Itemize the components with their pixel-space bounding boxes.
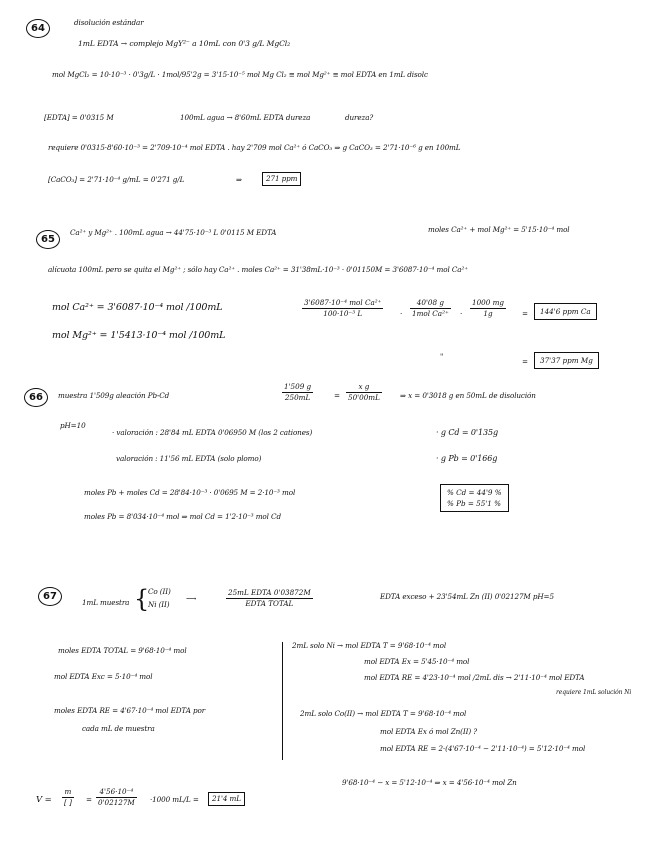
p66-line-5: moles Pb = 8'034·10⁻⁴ mol ⇒ mol Cd = 1'2·10⁻³ mol Cd bbox=[84, 512, 281, 521]
p66-fraction-2 bbox=[346, 382, 382, 403]
p65-fraction-2 bbox=[410, 298, 451, 319]
p66-line-3a: valoración : 11'56 mL EDTA (solo plomo) bbox=[116, 454, 262, 463]
p64-line-6a: [CaCO₃] = 2'71·10⁻⁴ g/mL = 0'271 g/L bbox=[48, 175, 185, 184]
p67-line-1c: Ni (II) bbox=[148, 600, 170, 609]
p65-line-2: alícuota 100mL pero se quita el Mg²⁺ ; sólo hay Ca²⁺ . moles Ca²⁺ = 31'38mL·10⁻³ · 0'01150M = 3'6087·10⁻⁴ mol Ca²⁺ bbox=[48, 265, 468, 274]
problem-number: 64 bbox=[26, 19, 50, 38]
edta-total-label: EDTA TOTAL bbox=[245, 599, 294, 608]
p66-line-2b: · valoración : 28'84 mL EDTA 0'06950 M (los 2 cationes) bbox=[112, 428, 313, 437]
denominator: 50'00mL bbox=[348, 393, 380, 402]
equals-sign: = bbox=[522, 357, 528, 366]
p65-line-1a: Ca²⁺ y Mg²⁺ . 100mL agua → 44'75·10⁻³ L 0'0115 M EDTA bbox=[70, 228, 277, 237]
times-sign: · bbox=[400, 309, 403, 318]
ditto-mark: " bbox=[440, 352, 444, 361]
p66-fraction-1 bbox=[282, 382, 313, 403]
denominator: 100·10⁻³ L bbox=[323, 309, 363, 318]
p66-line-1b: ⇒ x = 0'3018 g en 50mL de disolución bbox=[400, 391, 536, 400]
p66-line-4: moles Pb + moles Cd = 28'84·10⁻³ · 0'0695 M = 2·10⁻³ mol bbox=[84, 488, 296, 497]
p66-line-2c: · g Cd = 0'135g bbox=[436, 428, 498, 437]
p67-line-1b: Co (II) bbox=[148, 587, 171, 596]
numerator: x g bbox=[346, 382, 382, 393]
p67-right-4: 2mL solo Co(II) → mol EDTA T = 9'68·10⁻⁴ mol bbox=[300, 709, 467, 718]
divider bbox=[282, 642, 283, 760]
denominator: 1mol Ca²⁺ bbox=[412, 309, 449, 318]
p66-line-2a: pH=10 bbox=[60, 421, 86, 430]
p67-right-3b: requiere 1mL solución Ni bbox=[556, 689, 632, 696]
denominator: [ ] bbox=[64, 798, 72, 807]
numerator: 1000 mg bbox=[472, 298, 504, 307]
p64-line-4b: 100mL agua → 8'60mL EDTA dureza bbox=[180, 113, 311, 122]
problem-number: 65 bbox=[36, 230, 60, 249]
p67-right-1: 2mL solo Ni → mol EDTA T = 9'68·10⁻⁴ mol bbox=[292, 641, 447, 650]
denominator: 0'02127M bbox=[98, 798, 135, 807]
problem-number: 66 bbox=[24, 388, 48, 407]
p64-line-4c: dureza? bbox=[345, 113, 374, 122]
p67-left-4: cada mL de muestra bbox=[82, 724, 155, 733]
p65-fraction-1 bbox=[302, 298, 383, 319]
times-sign: · bbox=[460, 309, 463, 318]
equals-sign: = bbox=[522, 309, 528, 318]
p65-fraction-3 bbox=[470, 298, 506, 319]
p66-line-3b: · g Pb = 0'166g bbox=[436, 454, 498, 463]
brace: { bbox=[134, 585, 150, 613]
p66-result-cd: % Cd = 44'9 % bbox=[447, 488, 502, 497]
denominator: 1g bbox=[483, 309, 493, 318]
p67-right-6: mol EDTA RE = 2·(4'67·10⁻⁴ − 2'11·10⁻⁴) = 5'12·10⁻⁴ mol bbox=[380, 744, 586, 753]
p67-edta-total bbox=[226, 588, 313, 609]
p67-line-1a: 1mL muestra bbox=[82, 598, 130, 607]
p67-right-3: mol EDTA RE = 4'23·10⁻⁴ mol /2mL dis → 2'11·10⁻⁴ mol EDTA bbox=[364, 673, 585, 682]
p65-line-1b: moles Ca²⁺ + mol Mg²⁺ = 5'15·10⁻⁴ mol bbox=[428, 225, 570, 234]
equals-sign: = bbox=[86, 795, 92, 804]
p67-v-result: 21'4 mL bbox=[208, 792, 245, 806]
p67-right-2: mol EDTA Ex = 5'45·10⁻⁴ mol bbox=[364, 657, 470, 666]
numerator: 3'6087·10⁻⁴ mol Ca²⁺ bbox=[304, 298, 382, 307]
p67-v-label: V = bbox=[36, 795, 52, 805]
p67-left-3: moles EDTA RE = 4'67·10⁻⁴ mol EDTA por bbox=[54, 706, 206, 715]
p66-results-box bbox=[440, 484, 509, 512]
p67-v-fraction-2 bbox=[96, 787, 137, 808]
p67-line-1f: EDTA exceso + 23'54mL Zn (II) 0'02127M pH=5 bbox=[380, 592, 554, 601]
denominator: 250mL bbox=[284, 393, 311, 402]
equals-sign: = bbox=[334, 391, 340, 400]
p65-result-mg: 37'37 ppm Mg bbox=[534, 352, 599, 369]
numerator: 1'509 g bbox=[284, 382, 312, 391]
p64-line-4a: [EDTA] = 0'0315 M bbox=[44, 113, 114, 122]
numerator: 4'56·10⁻⁴ bbox=[96, 787, 137, 798]
numerator: 40'08 g bbox=[410, 298, 451, 309]
edta-added: 25mL EDTA 0'03872M bbox=[228, 588, 311, 597]
p67-v-mid: ·1000 mL/L = bbox=[150, 795, 199, 804]
p64-line-6b: ⇒ bbox=[236, 175, 242, 184]
p66-result-pb: % Pb = 55'1 % bbox=[447, 499, 501, 508]
p64-line-2: 1mL EDTA → complejo MgY²⁻ a 10mL con 0'3 g/L MgCl₂ bbox=[78, 39, 291, 48]
p65-line-4: mol Mg²⁺ = 1'5413·10⁻⁴ mol /100mL bbox=[52, 330, 226, 341]
numerator: m bbox=[62, 787, 74, 798]
p64-line-1: disolución estándar bbox=[74, 18, 144, 27]
arrow: ⟶ bbox=[186, 594, 197, 603]
p65-line-3: mol Ca²⁺ = 3'6087·10⁻⁴ mol /100mL bbox=[52, 302, 223, 313]
p67-left-1: moles EDTA TOTAL = 9'68·10⁻⁴ mol bbox=[58, 646, 187, 655]
problem-number: 67 bbox=[38, 587, 62, 606]
p66-line-1a: muestra 1'509g aleación Pb-Cd bbox=[58, 391, 170, 400]
p67-right-5: mol EDTA Ex ó mol Zn(II) ? bbox=[380, 727, 477, 736]
p67-right-7: 9'68·10⁻⁴ − x = 5'12·10⁻⁴ ⇒ x = 4'56·10⁻⁴ mol Zn bbox=[342, 778, 517, 787]
p64-line-5: requiere 0'0315·8'60·10⁻³ = 2'709·10⁻⁴ mol EDTA . hay 2'709 mol Ca²⁺ ó CaCO₃ ⇒ g CaCO₃ = 2'71·10⁻⁶ g en 100mL bbox=[48, 143, 461, 152]
p67-v-fraction-1 bbox=[62, 787, 74, 808]
p65-result-ca: 144'6 ppm Ca bbox=[534, 303, 597, 320]
p64-result: 271 ppm bbox=[262, 172, 301, 186]
p67-left-2: mol EDTA Exc = 5·10⁻⁴ mol bbox=[54, 672, 153, 681]
p64-line-3: mol MgCl₂ = 10·10⁻³ · 0'3g/L · 1mol/95'2g = 3'15·10⁻⁵ mol Mg Cl₂ ≡ mol Mg²⁺ ≡ mol EDTA en 1mL disolc bbox=[52, 70, 428, 79]
